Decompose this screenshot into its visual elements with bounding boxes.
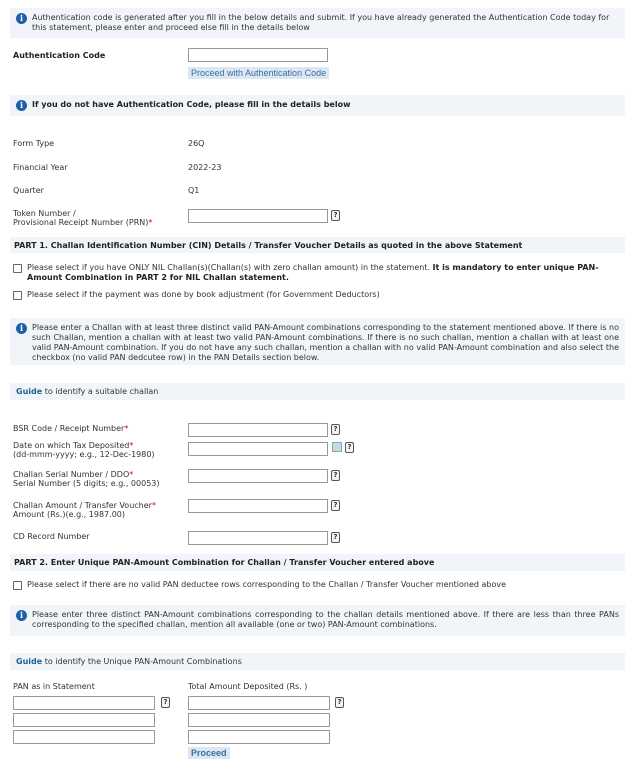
part1-header: PART 1. Challan Identification Number (CIN) Details / Transfer Voucher Details as quoted in the above Statement bbox=[10, 237, 625, 253]
no-auth-info-box bbox=[10, 95, 625, 116]
bsr-input[interactable] bbox=[188, 423, 328, 437]
help-icon[interactable]: ? bbox=[331, 210, 340, 221]
date-input[interactable] bbox=[188, 442, 328, 456]
guide-challan-box: Guide to identify a suitable challan bbox=[10, 383, 625, 400]
info-icon: i bbox=[16, 323, 27, 334]
nil-challan-label: Please select if you have ONLY NIL Challan(s)(Challan(s) with zero challan amount) in the statement. It is mandatory to enter unique PAN-Amount Combination in PART 2 for NIL Challan statement. bbox=[27, 263, 599, 282]
amount-input-3[interactable] bbox=[188, 730, 330, 744]
pan-label: PAN as in Statement bbox=[13, 682, 95, 691]
part2-header: PART 2. Enter Unique PAN-Amount Combination for Challan / Transfer Voucher entered above bbox=[10, 554, 625, 571]
pan-input-3[interactable] bbox=[13, 730, 155, 744]
financial-year-label: Financial Year bbox=[13, 163, 68, 172]
quarter-label: Quarter bbox=[13, 186, 44, 195]
help-icon[interactable]: ? bbox=[331, 424, 340, 435]
challan-amount-input[interactable] bbox=[188, 499, 328, 513]
info-icon: i bbox=[16, 13, 27, 24]
financial-year-value: 2022-23 bbox=[188, 163, 222, 172]
cd-record-input[interactable] bbox=[188, 531, 328, 545]
book-adjustment-checkbox[interactable] bbox=[13, 291, 22, 300]
amount-label: Total Amount Deposited (Rs. ) bbox=[188, 682, 308, 691]
no-valid-pan-checkbox[interactable] bbox=[13, 581, 22, 590]
info-icon: i bbox=[16, 610, 27, 621]
challan-amount-label: Challan Amount / Transfer Voucher* Amount (Rs.)(e.g., 1987.00) bbox=[13, 501, 156, 519]
guide-link[interactable]: Guide bbox=[16, 657, 43, 666]
no-auth-info-text: If you do not have Authentication Code, please fill in the details below bbox=[32, 100, 351, 109]
nil-challan-checkbox[interactable] bbox=[13, 264, 22, 273]
help-icon[interactable]: ? bbox=[345, 442, 354, 453]
cd-record-label: CD Record Number bbox=[13, 532, 90, 541]
calendar-icon[interactable] bbox=[332, 442, 342, 452]
token-label: Token Number / Provisional Receipt Number (PRN)* bbox=[13, 209, 153, 227]
proceed-auth-button[interactable]: Proceed with Authentication Code bbox=[188, 67, 329, 79]
help-icon[interactable]: ? bbox=[331, 532, 340, 543]
pan-info-box bbox=[10, 605, 625, 636]
bsr-label: BSR Code / Receipt Number* bbox=[13, 424, 129, 433]
auth-code-label: Authentication Code bbox=[13, 51, 106, 60]
help-icon[interactable]: ? bbox=[161, 697, 170, 708]
challan-serial-input[interactable] bbox=[188, 469, 328, 483]
help-icon[interactable]: ? bbox=[335, 697, 344, 708]
amount-input-2[interactable] bbox=[188, 713, 330, 727]
quarter-value: Q1 bbox=[188, 186, 200, 195]
date-label: Date on which Tax Deposited* (dd-mmm-yyyy; e.g., 12-Dec-1980) bbox=[13, 441, 155, 459]
book-adjustment-label: Please select if the payment was done by book adjustment (for Government Deductors) bbox=[27, 290, 380, 299]
amount-input-1[interactable] bbox=[188, 696, 330, 710]
auth-info-text: Authentication code is generated after you fill in the below details and submit. If you have already generated the Authentication Code today for this statement, please enter and proceed else fill in the details below bbox=[32, 13, 610, 32]
challan-info-text: Please enter a Challan with at least three distinct valid PAN-Amount combinations corresponding to the statement mentioned above. If there is no such Challan, mention a challan with at least two valid PAN-Amount combinations. If there is no such challan, mention a challan with at least one valid PAN-Amount combination. If you do not have any such challan, mention a challan with no valid PAN-Amount combination and also select the checkbox (no valid PAN dedcutee row) in the PAN Details section below. bbox=[32, 323, 619, 362]
help-icon[interactable]: ? bbox=[331, 470, 340, 481]
challan-info-box bbox=[10, 318, 625, 365]
challan-serial-label: Challan Serial Number / DDO* Serial Number (5 digits; e.g., 00053) bbox=[13, 470, 160, 488]
info-icon: i bbox=[16, 100, 27, 111]
pan-input-2[interactable] bbox=[13, 713, 155, 727]
token-input[interactable] bbox=[188, 209, 328, 223]
auth-code-input[interactable] bbox=[188, 48, 328, 62]
auth-info-box bbox=[10, 8, 625, 38]
guide-link[interactable]: Guide bbox=[16, 387, 43, 396]
proceed-button[interactable]: Proceed bbox=[188, 747, 230, 759]
help-icon[interactable]: ? bbox=[331, 500, 340, 511]
pan-info-text: Please enter three distinct PAN-Amount combinations corresponding to the challan details mentioned above. If there are less than three PANs corresponding to the specified challan, mention all available (one or two) PAN-Amount combinations. bbox=[32, 610, 619, 629]
pan-input-1[interactable] bbox=[13, 696, 155, 710]
guide-pan-box: Guide to identify the Unique PAN-Amount Combinations bbox=[10, 653, 625, 670]
form-type-label: Form Type bbox=[13, 139, 55, 148]
no-valid-pan-label: Please select if there are no valid PAN deductee rows corresponding to the Challan / Transfer Voucher mentioned above bbox=[27, 580, 507, 589]
form-type-value: 26Q bbox=[188, 139, 205, 148]
